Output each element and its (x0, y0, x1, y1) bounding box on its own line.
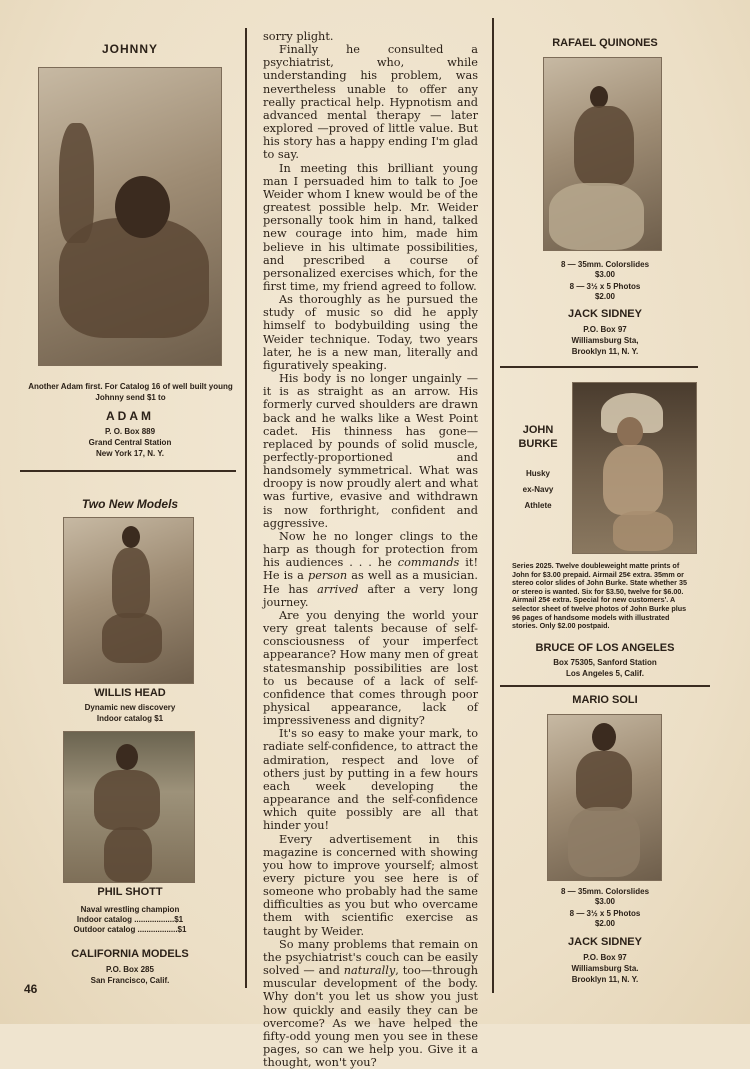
johnny-photo (38, 67, 222, 366)
rafael-price1: $3.00 (594, 270, 616, 279)
rafael-address3: Brooklyn 11, N. Y. (571, 347, 639, 356)
article-paragraph: As thoroughly as he pursued the study of music so did he apply himself to bodybuilding using the Weider technique. Today, two years later, he is a new man, literally and figuratively speaking. (263, 293, 478, 372)
column-rule-left (245, 28, 247, 988)
article-body (263, 30, 478, 1069)
article-paragraph: So many problems that remain on the psychiatrist's couch can be easily solved — and naturally, too—through muscular development of the body. Why don't you let us show you just how quickly and easily they can be overcome? As we have helped the fifty-odd young men you see in these pages, so can we help you. Give it a thought, won't you? (263, 937, 478, 1069)
article-paragraph: Are you denying the world your very great talents because of self-consciousness of your imperfect appearance? How many men of great statesmanship possibilities are lost to us because of a lack of self-confidence that comes through poor physical appearance, lack of impressiveness and dignity? (263, 608, 478, 728)
john-name-1: JOHN (522, 424, 554, 436)
john-desc-3: Athlete (524, 501, 552, 510)
phil-line1: Naval wrestling champion (80, 905, 180, 914)
rafael-company: JACK SIDNEY (568, 308, 642, 320)
mario-line2: 8 — 3½ x 5 Photos (569, 909, 641, 918)
column-rule-right (492, 18, 494, 993)
mario-address3: Brooklyn 11, N. Y. (571, 975, 639, 984)
willis-line1: Dynamic new discovery (84, 703, 176, 712)
article-paragraph: Every advertisement in this magazine is concerned with showing you how to improve yourself; almost every picture you see here is of someone who probably had the same difficulties as you but who overcame them with scientific exercise as taught by Weider. (263, 832, 478, 938)
john-desc-1: Husky (525, 469, 550, 478)
rafael-photo (543, 57, 662, 251)
mario-name: MARIO SOLI (572, 694, 638, 706)
willis-name: WILLIS HEAD (94, 687, 166, 699)
willis-line2: Indoor catalog $1 (96, 714, 164, 723)
article-paragraph: In meeting this brilliant young man I persuaded him to talk to Joe Weider whom I knew would be of the greatest possible help. Mr. Weider personally took him in hand, talked new courage into him, made him believe in his ultimate possibilities, and prescribed a course of personalized exercises which, for the first time, my friend agreed to follow. (263, 161, 478, 293)
bruce-address2: Los Angeles 5, Calif. (566, 669, 644, 678)
rafael-line1: 8 — 35mm. Colorslides (560, 260, 650, 269)
john-photo (572, 382, 697, 554)
rafael-address2: Williamsburg Sta, (571, 336, 639, 345)
rafael-name: RAFAEL QUINONES (552, 37, 658, 49)
mario-price2: $2.00 (594, 919, 616, 928)
california-address2: San Francisco, Calif. (90, 976, 170, 985)
mario-line1: 8 — 35mm. Colorslides (560, 887, 650, 896)
john-series-details: Series 2025. Twelve doubleweight matte prints of John for $3.00 prepaid. Airmail 25¢ extra. 35mm or stereo color slides of John Burke. State whether 35 or stereo is wanted. Six for $3.50, twelve for $6.00. Airmail 25¢ extra. Special for new customers'. A selector sheet of twelve photos of John Burke plus 96 pages of handsome models with illustrated stories. Only $2.00 postpaid. (512, 561, 687, 631)
mario-price1: $3.00 (594, 897, 616, 906)
johnny-name: JOHNNY (101, 42, 158, 56)
mario-address2: Williamsburg Sta. (571, 964, 639, 973)
article-paragraph: His body is no longer ungainly — it is as straight as an arrow. His formerly curved shoulders are drawn back and he walks like a West Point cadet. His thinness has gone—replaced by pounds of solid muscle, perfectly-proportioned and handsomely symmetrical. What was droopy is now proudly alert and what was furtive, evasive and withdrawn is now forthright, confident and aggressive. (263, 372, 478, 530)
mario-address1: P.O. Box 97 (583, 953, 627, 962)
rafael-line2: 8 — 3½ x 5 Photos (569, 282, 641, 291)
rafael-price2: $2.00 (594, 292, 616, 301)
bruce-address1: Box 75305, Sanford Station (553, 658, 657, 667)
rafael-address1: P.O. Box 97 (583, 325, 627, 334)
right-divider-1 (500, 366, 698, 368)
john-name-2: BURKE (518, 438, 558, 450)
article-paragraph: Finally he consulted a psychiatrist, who, while understanding his problem, was nevertheless unable to offer any really practical help. Hypnotism and advanced mental therapy — later explored —proved of little value. But his story has a happy ending I'm glad to say. (263, 43, 478, 162)
willis-photo (63, 517, 194, 684)
article-paragraph: sorry plight. (263, 30, 334, 43)
article-paragraph: It's so easy to make your mark, to radiate self-confidence, to attract the admiration, respect and love of others just by putting in a few hours each week developing the appearance and the self-confidence which quite possibly are all that hinder you! (263, 727, 478, 833)
left-divider (20, 470, 236, 472)
adam-address2: Grand Central Station (88, 438, 172, 447)
phil-name: PHIL SHOTT (97, 886, 163, 898)
california-address1: P.O. Box 285 (106, 965, 154, 974)
bruce-company: BRUCE OF LOS ANGELES (535, 642, 675, 654)
california-models-company: CALIFORNIA MODELS (71, 948, 189, 960)
john-desc-2: ex-Navy (522, 485, 554, 494)
page-number: 46 (24, 982, 38, 996)
two-new-models-heading: Two New Models (81, 497, 179, 511)
phil-outdoor: Outdoor catalog ..................$1 (73, 925, 187, 934)
phil-photo (63, 731, 195, 883)
johnny-caption: Another Adam first. For Catalog 16 of well built young Johnny send $1 to (28, 382, 233, 402)
adam-address3: New York 17, N. Y. (95, 449, 165, 458)
article-paragraph: Now he no longer clings to the harp as though for protection from his audiences . . . he commands it! He is a person as well as a musician. He has arrived after a very long journey. (263, 529, 478, 609)
right-divider-2 (500, 685, 710, 687)
mario-company: JACK SIDNEY (568, 936, 642, 948)
phil-indoor: Indoor catalog ..................$1 (76, 915, 184, 924)
adam-address1: P. O. Box 889 (104, 427, 156, 436)
mario-photo (547, 714, 662, 881)
adam-company: ADAM (106, 409, 154, 423)
